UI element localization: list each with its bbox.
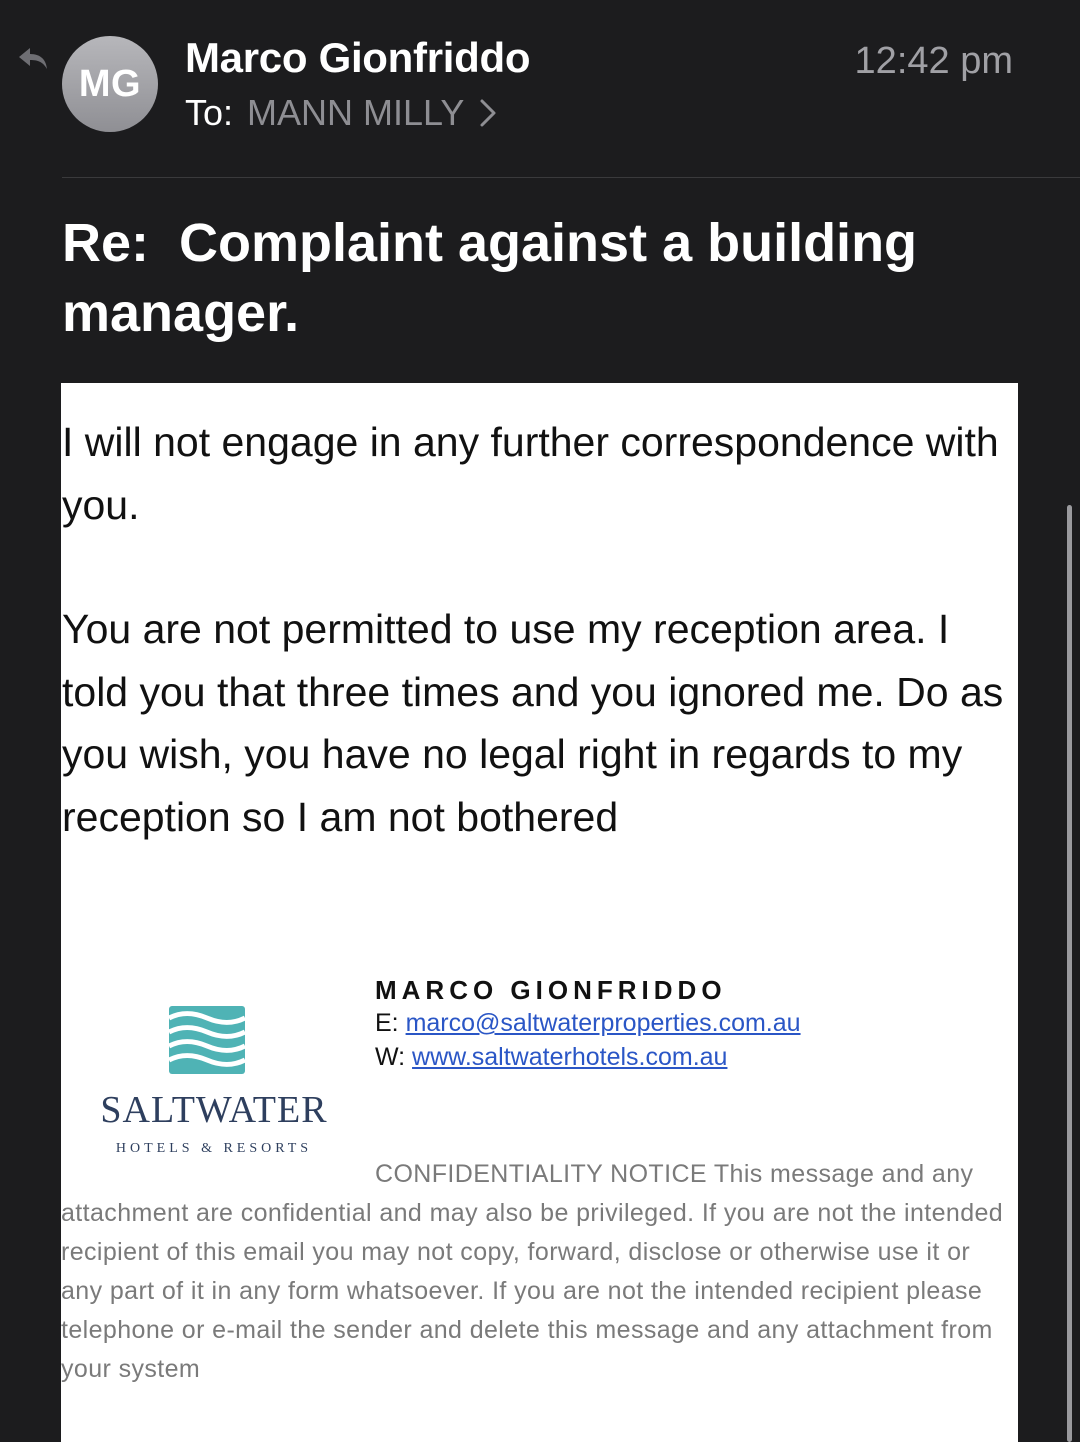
- chevron-right-icon[interactable]: [478, 98, 498, 128]
- confidentiality-notice: CONFIDENTIALITY NOTICE This message and any attachment are confidential and may also be privileged. If you are not the intended recipient of this email you may not copy, forward, disclose or otherwise use it or any part of it in any form whatsoever. If you are not the intended recipient please telephone or e-mail the sender and delete this message and any attachment from your system: [61, 1160, 1004, 1383]
- website-link[interactable]: www.saltwaterhotels.com.au: [412, 1043, 728, 1071]
- recipient-line[interactable]: [185, 92, 498, 134]
- reply-icon[interactable]: [16, 42, 50, 76]
- signature-email-line: [375, 1009, 801, 1038]
- timestamp: 12:42 pm: [854, 40, 1013, 82]
- recipient-name[interactable]: MANN MILLY: [247, 92, 465, 133]
- header-divider: [62, 177, 1080, 178]
- to-label: To:: [185, 92, 234, 133]
- email-subject: Re: Complaint against a building manager.: [62, 213, 933, 343]
- signature-name: MARCO GIONFRIDDO: [375, 975, 727, 1005]
- sender-name[interactable]: Marco Gionfriddo: [185, 34, 531, 81]
- email-link[interactable]: marco@saltwaterproperties.com.au: [405, 1009, 801, 1037]
- avatar-initials: MG: [78, 62, 142, 105]
- avatar[interactable]: [62, 36, 158, 132]
- message-body: [61, 383, 1018, 1442]
- web-label: W:: [375, 1043, 406, 1071]
- body-paragraph: I will not engage in any further correspondence with you.: [62, 419, 999, 528]
- waves-logo-icon: [167, 1004, 247, 1076]
- scrollbar[interactable]: [1067, 505, 1072, 1442]
- logo-brand-name: SALTWATER: [100, 1089, 328, 1131]
- email-label: E:: [375, 1009, 399, 1037]
- signature-web-line: [375, 1043, 727, 1072]
- body-paragraph: You are not permitted to use my reception area. I told you that three times and you ignored me. Do as you wish, you have no legal right in regards to my reception so I am not bothered: [62, 606, 1004, 840]
- logo-brand-subtitle: HOTELS & RESORTS: [115, 1141, 313, 1156]
- saltwater-logo: [71, 998, 351, 1158]
